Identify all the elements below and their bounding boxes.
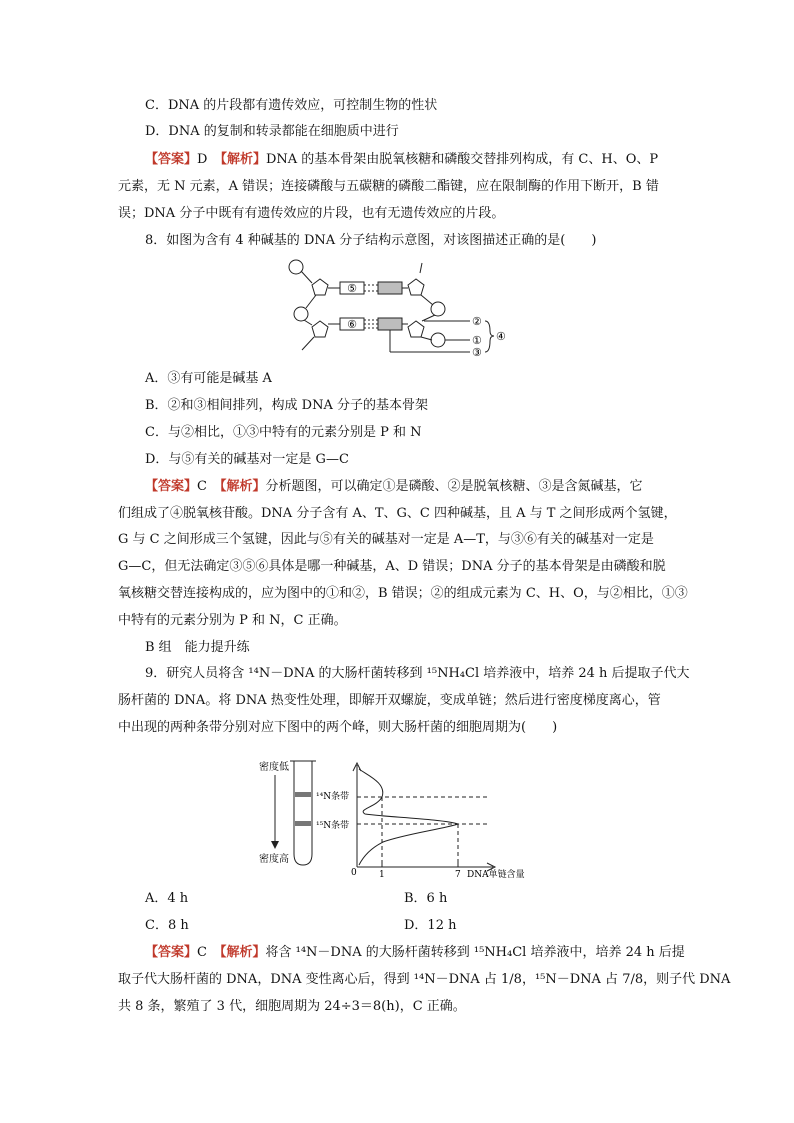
analysis-tag: 【解析】 [219,479,266,494]
q7-analysis-line2: 元素，无 N 元素，A 错误；连接磷酸与五碳糖的磷酸二酯键，应在限制酶的作用下断开，B 错 [118,179,659,194]
q9-stem-line3: 中出现的两种条带分别对应下图中的两个峰，则大肠杆菌的细胞周期为( ) [118,720,558,735]
origin-label: 0 [351,868,357,878]
answer-value: C [197,945,207,960]
band-15n [295,821,311,826]
band-15n-label: ¹⁵N条带 [316,821,350,831]
density-gradient-diagram [255,755,545,885]
section-b-heading: B 组 能力提升练 [145,640,250,655]
q9-stem-line1: 9．研究人员将含 ¹⁴N－DNA 的大肠杆菌转移到 ¹⁵NH₄Cl 培养液中，培养 24 h 后提取子代大 [145,666,690,681]
label-3: ③ [472,346,482,357]
q8-option-a: A．③有可能是碱基 A [145,371,272,386]
q8-analysis-line2: 们组成了④脱氧核苷酸。DNA 分子含有 A、T、G、C 四种碱基，且 A 与 T 之间形成两个氢键， [118,506,677,521]
q9-analysis-line3: 共 8 条，繁殖了 3 代，细胞周期为 24÷3＝8(h)，C 正确。 [118,999,466,1014]
density-low-label: 密度低 [259,762,289,773]
label-4: ④ [496,330,506,343]
q7-option-c: C．DNA 的片段都有遗传效应，可控制生物的性状 [145,98,438,113]
distribution-curve [359,769,458,865]
label-1: ① [472,334,482,347]
q8-stem: 8．如图为含有 4 种碱基的 DNA 分子结构示意图，对该图描述正确的是( ) [145,233,597,248]
tick-1-label: 1 [379,870,385,880]
answer-value: C [197,479,207,494]
dna-structure-diagram [280,255,520,357]
answer-tag: 【答案】 [145,945,198,960]
q8-analysis-line4: G—C，但无法确定③⑤⑥具体是哪一种碱基，A、D 错误；DNA 分子的基本骨架是由磷酸和脱 [118,559,666,574]
label-2: ② [472,315,482,328]
q9-stem-line2: 肠杆菌的 DNA。将 DNA 热变性处理，即解开双螺旋，变成单链；然后进行密度梯度离心，管 [118,693,661,708]
q8-analysis-line3: G 与 C 之间形成三个氢键，因此与⑤有关的碱基对一定是 A—T，与③⑥有关的碱基对一定是 [118,532,654,547]
x-axis-label: DNA单链含量 [467,870,525,880]
q8-option-c: C．与②相比，①③中特有的元素分别是 P 和 N [145,425,422,440]
band-14n-label: ¹⁴N条带 [316,792,350,802]
answer-tag: 【答案】 [145,479,198,494]
q9-option-a: A．4 h [145,891,189,906]
label-6: ⑥ [347,318,357,331]
label-5: ⑤ [347,282,357,295]
q7-analysis-line3: 误；DNA 分子中既有有遗传效应的片段，也有无遗传效应的片段。 [118,206,505,221]
analysis-tag: 【解析】 [219,945,266,960]
q9-option-d: D．12 h [404,918,457,933]
analysis-text: 将含 ¹⁴N－DNA 的大肠杆菌转移到 ¹⁵NH₄Cl 培养液中，培养 24 h 后提 [265,945,685,960]
tick-7-label: 7 [455,870,461,880]
analysis-text: DNA 的基本骨架由脱氧核糖和磷酸交替排列构成，有 C、H、O、P [265,152,659,167]
density-high-label: 密度高 [259,854,289,865]
analysis-tag: 【解析】 [220,152,266,167]
analysis-text: 分析题图，可以确定①是磷酸、②是脱氧核糖、③是含氮碱基，它 [265,479,643,494]
q8-analysis-line1 [145,477,643,497]
band-14n [295,792,311,797]
q8-option-d: D．与⑤有关的碱基对一定是 G—C [145,452,349,467]
q7-analysis-line1 [145,150,658,170]
answer-tag: 【答案】 [145,152,198,167]
q9-analysis-line2: 取子代大肠杆菌的 DNA，DNA 变性离心后，得到 ¹⁴N－DNA 占 1/8，¹⁵N－DNA 占 7/8，则子代 DNA [118,972,731,987]
q8-analysis-line5: 氧核糖交替连接构成的，应为图中的①和②，B 错误；②的组成元素为 C、H、O，与②相比，①③ [118,586,688,601]
q9-option-b: B．6 h [404,891,448,906]
q8-analysis-line6: 中特有的元素分别为 P 和 N，C 正确。 [118,613,347,628]
answer-value: D [197,152,208,167]
q7-option-d: D．DNA 的复制和转录都能在细胞质中进行 [145,124,399,139]
q9-option-c: C．8 h [145,918,189,933]
q9-analysis-line1 [145,943,685,963]
q8-option-b: B．②和③相间排列，构成 DNA 分子的基本骨架 [145,398,429,413]
